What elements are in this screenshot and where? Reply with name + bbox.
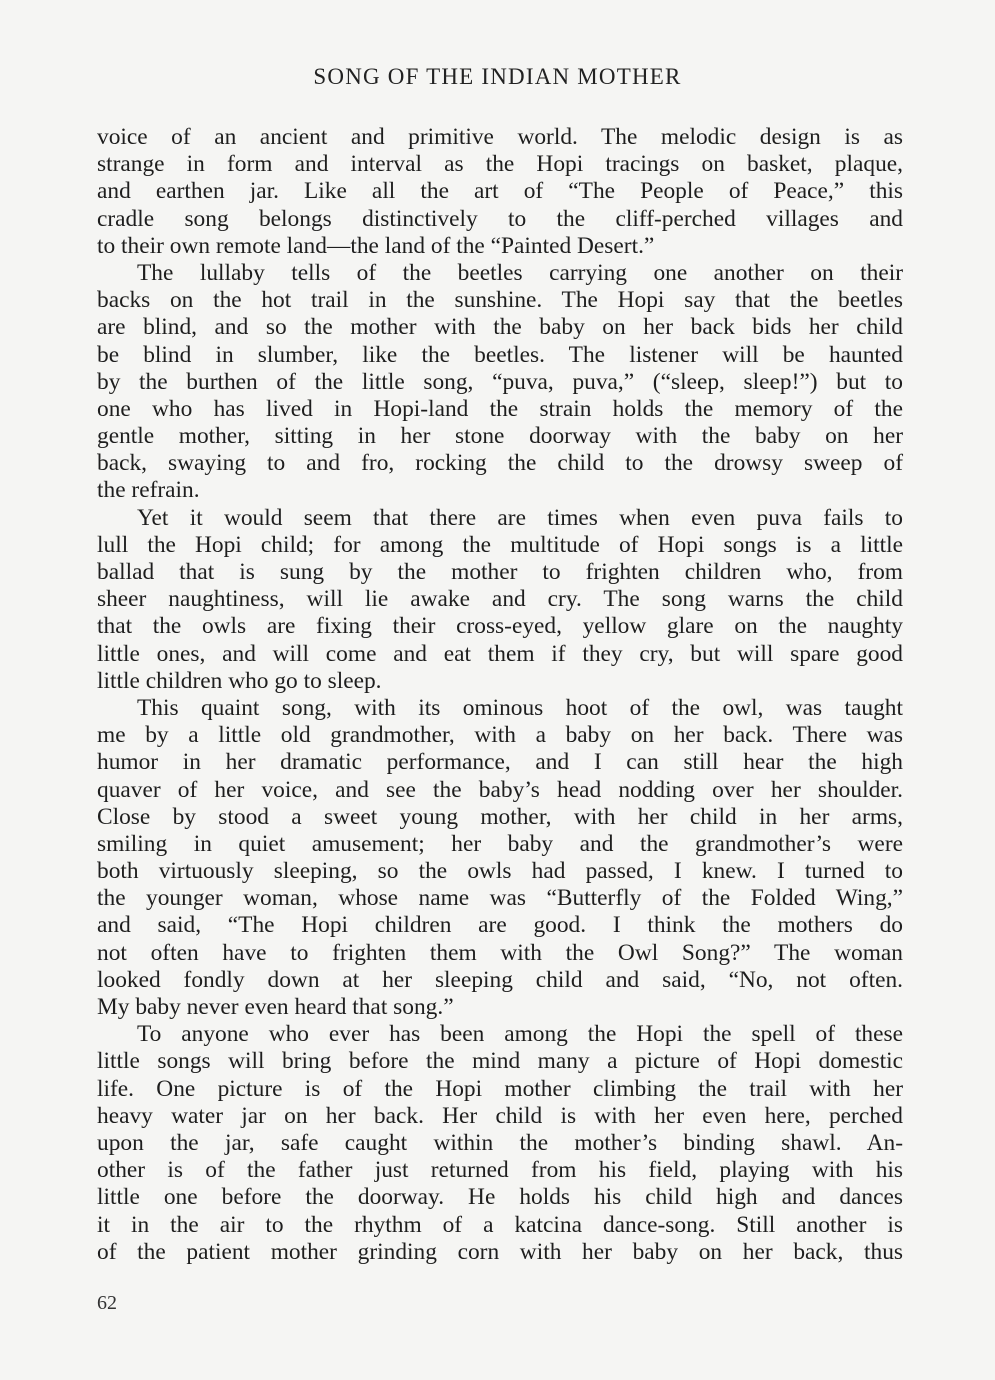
text-line: and said, “The Hopi children are good. I think the mothers do xyxy=(97,912,903,939)
text-line: looked fondly down at her sleeping child and said, “No, not often. xyxy=(97,966,903,993)
text-line: Close by stood a sweet young mother, with her child in her arms, xyxy=(97,803,903,830)
text-line: lull the Hopi child; for among the multitude of Hopi songs is a little xyxy=(97,531,903,558)
text-line: little ones, and will come and eat them if they cry, but will spare good xyxy=(97,640,903,667)
text-line: the younger woman, whose name was “Butterfly of the Folded Wing,” xyxy=(97,885,903,912)
page-number: 62 xyxy=(97,1292,117,1314)
text-line: it in the air to the rhythm of a katcina dance-song. Still another is xyxy=(97,1211,903,1238)
text-line: backs on the hot trail in the sunshine. The Hopi say that the beetles xyxy=(97,287,903,314)
text-line: upon the jar, safe caught within the mother’s binding shawl. An- xyxy=(97,1129,903,1156)
text-line: are blind, and so the mother with the baby on her back bids her child xyxy=(97,314,903,341)
text-line: strange in form and interval as the Hopi tracings on basket, plaque, xyxy=(97,151,903,178)
text-line: voice of an ancient and primitive world. The melodic design is as xyxy=(97,124,903,150)
text-line: smiling in quiet amusement; her baby and the grandmother’s were xyxy=(97,830,903,857)
text-line: little children who go to sleep. xyxy=(97,667,382,694)
text-line: sheer naughtiness, will lie awake and cry. The song warns the child xyxy=(97,586,903,613)
text-line: The lullaby tells of the beetles carrying one another on their xyxy=(137,259,903,286)
text-line: little songs will bring before the mind many a picture of Hopi domestic xyxy=(97,1048,903,1075)
text-line: me by a little old grandmother, with a baby on her back. There was xyxy=(97,722,903,749)
text-line: ballad that is sung by the mother to frighten children who, from xyxy=(97,559,903,585)
text-line: gentle mother, sitting in her stone doorway with the baby on her xyxy=(97,423,903,450)
text-line: to their own remote land—the land of the “Painted Desert.” xyxy=(97,232,655,259)
text-line: that the owls are fixing their cross-eyed, yellow glare on the naughty xyxy=(97,613,903,640)
text-line: the refrain. xyxy=(97,477,200,504)
running-head: SONG OF THE INDIAN MOTHER xyxy=(313,64,682,89)
text-line: of the patient mother grinding corn with her baby on her back, thus xyxy=(97,1238,903,1265)
text-line: back, swaying to and fro, rocking the child to the drowsy sweep of xyxy=(97,450,903,477)
text-line: other is of the father just returned from his field, playing with his xyxy=(97,1157,903,1184)
text-line: My baby never even heard that song.” xyxy=(97,994,454,1020)
text-line: be blind in slumber, like the beetles. The listener will be haunted xyxy=(97,341,903,368)
text-line: life. One picture is of the Hopi mother climbing the trail with her xyxy=(97,1075,903,1102)
text-line: heavy water jar on her back. Her child is with her even here, perched xyxy=(97,1102,903,1129)
text-line: To anyone who ever has been among the Hopi the spell of these xyxy=(137,1021,903,1048)
text-line: not often have to frighten them with the Owl Song?” The woman xyxy=(97,939,903,966)
text-line: little one before the doorway. He holds his child high and dances xyxy=(97,1184,903,1211)
body-text xyxy=(97,124,903,1266)
text-line: one who has lived in Hopi-land the strain holds the memory of the xyxy=(97,395,903,422)
text-line: by the burthen of the little song, “puva, puva,” (“sleep, sleep!”) but to xyxy=(97,368,903,395)
text-line: cradle song belongs distinctively to the cliff-perched villages and xyxy=(97,205,903,232)
text-line: and earthen jar. Like all the art of “The People of Peace,” this xyxy=(97,178,903,205)
text-line: both virtuously sleeping, so the owls had passed, I knew. I turned to xyxy=(97,858,903,885)
text-line: humor in her dramatic performance, and I can still hear the high xyxy=(97,749,903,776)
text-line: Yet it would seem that there are times when even puva fails to xyxy=(137,504,903,531)
text-line: This quaint song, with its ominous hoot of the owl, was taught xyxy=(137,694,903,721)
text-line: quaver of her voice, and see the baby’s head nodding over her shoulder. xyxy=(97,776,903,803)
